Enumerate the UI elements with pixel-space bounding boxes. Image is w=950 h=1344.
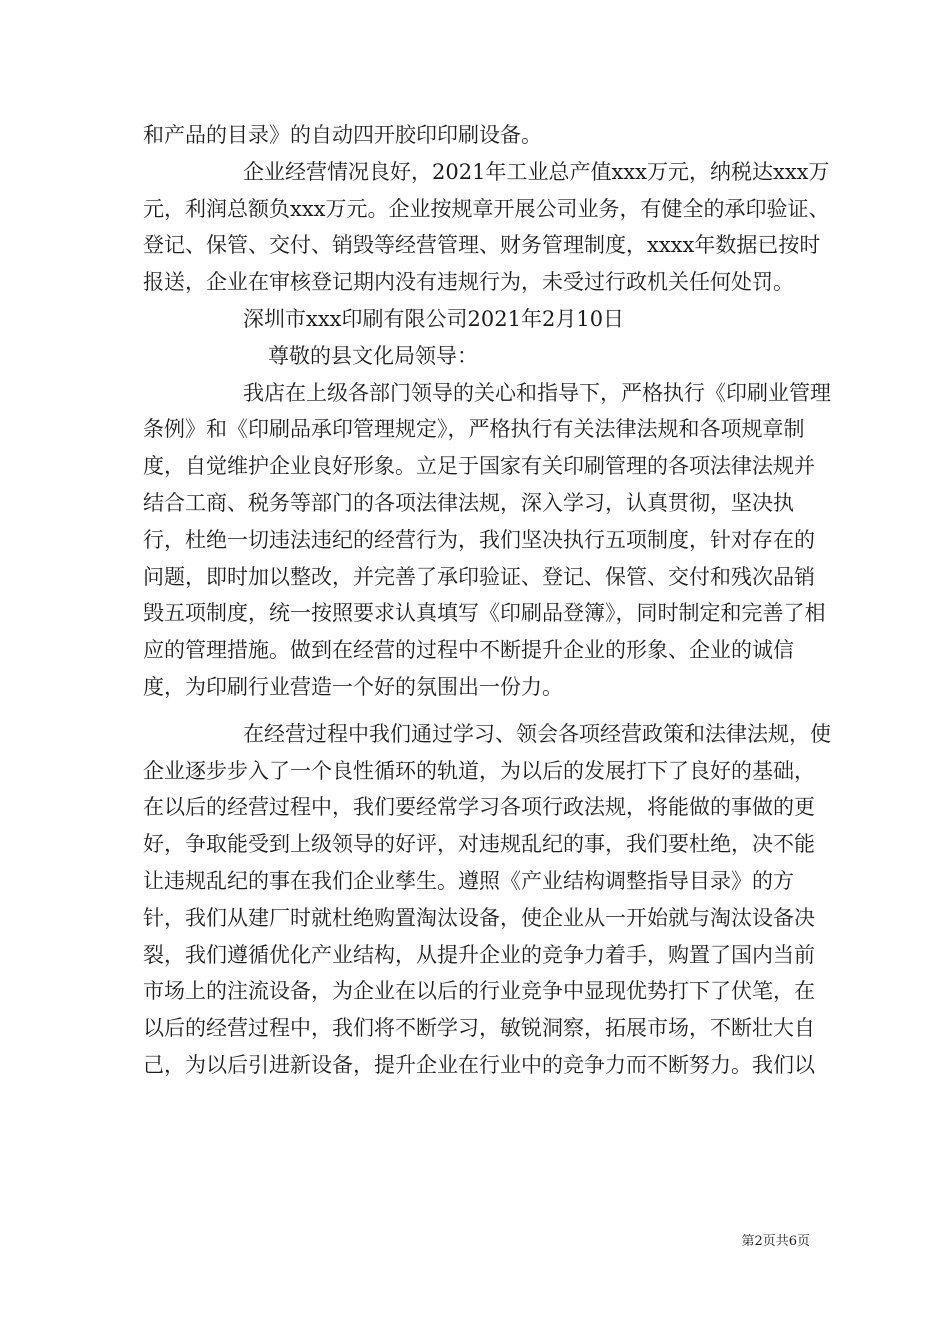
page-number: 第2页共6页 bbox=[741, 1234, 810, 1249]
paragraph-continuation: 和产品的目录》的自动四开胶印印刷设备。 bbox=[143, 123, 542, 147]
signature-line: 深圳市xxx印刷有限公司2021年2月10日 bbox=[243, 306, 625, 331]
document-body bbox=[143, 117, 833, 1084]
salutation: 尊敬的县文化局领导： bbox=[268, 343, 478, 368]
paragraph-business-status: 企业经营情况良好，2021年工业总产值xxx万元，纳税达xxx万元，利润总额负xxx万元。企业按规章开展公司业务，有健全的承印验证、登记、保管、交付、销毁等经营管理、财务管理制度，xxxx年数据已按时报送，企业在审核登记期内没有违规行为，未受过行政机关任何处罚。 bbox=[143, 159, 830, 295]
paragraph-compliance: 我店在上级各部门领导的关心和指导下，严格执行《印刷业管理条例》和《印刷品承印管理规定》，严格执行有关法律法规和各项规章制度，自觉维护企业良好形象。立足于国家有关印刷管理的各项法律法规并结合工商、税务等部门的各项法律法规，深入学习，认真贯彻，坚决执行，杜绝一切违法违纪的经营行为，我们坚决执行五项制度，针对存在的问题，即时加以整改，并完善了承印验证、登记、保管、交付和残次品销毁五项制度，统一按照要求认真填写《印刷品登簿》，同时制定和完善了相应的管理措施。做到在经营的过程中不断提升企业的形象、企业的诚信度，为印刷行业营造一个好的氛围出一份力。 bbox=[143, 380, 831, 699]
paragraph-development: 在经营过程中我们通过学习、领会各项经营政策和法律法规，使企业逐步步入了一个良性循环的轨道，为以后的发展打下了良好的基础，在以后的经营过程中，我们要经常学习各项行政法规，将能做的事做的更好，争取能受到上级领导的好评，对违规乱纪的事，我们要杜绝，决不能让违规乱纪的事在我们企业孳生。遵照《产业结构调整指导目录》的方针，我们从建厂时就杜绝购置淘汰设备，使企业从一开始就与淘汰设备决裂，我们遵循优化产业结构，从提升企业的竞争力着手，购置了国内当前市场上的注流设备，为企业在以后的行业竞争中显现优势打下了伏笔，在以后的经营过程中，我们将不断学习，敏锐洞察，拓展市场，不断壮大自己，为以后引进新设备，提升企业在行业中的竞争力而不断努力。我们以 bbox=[143, 721, 831, 1077]
